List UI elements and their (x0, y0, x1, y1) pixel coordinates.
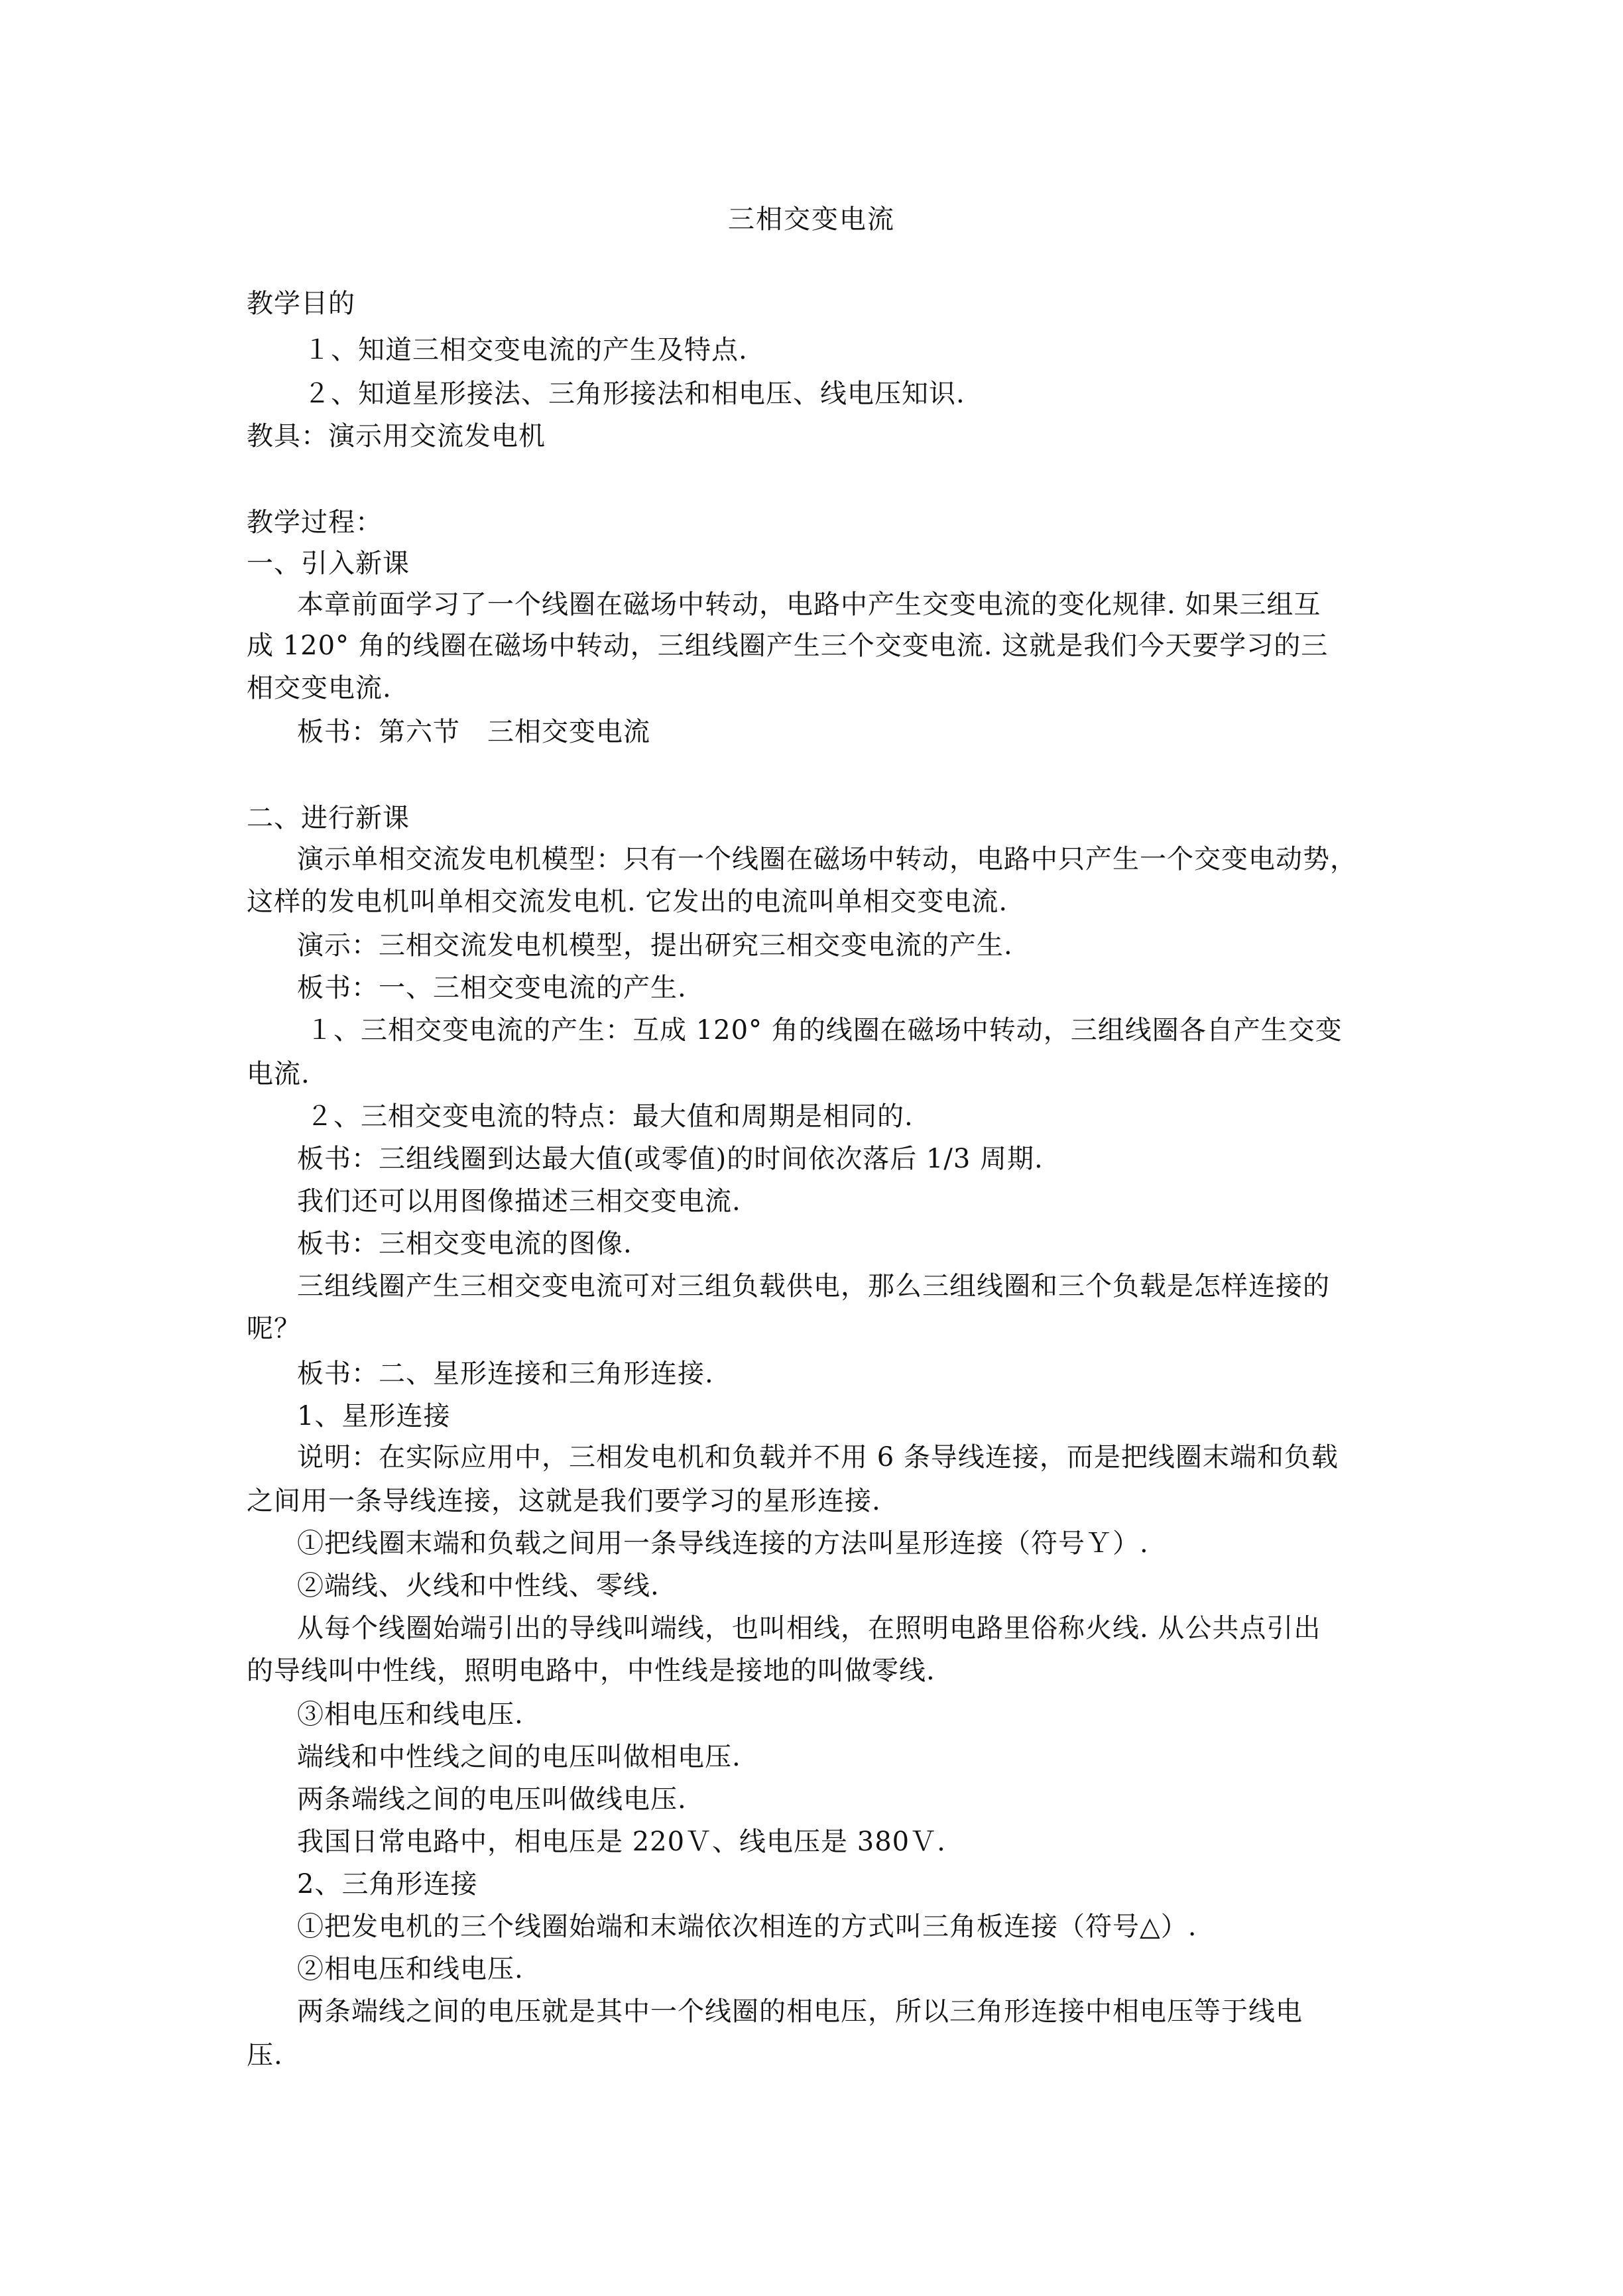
goal-item-2: ２、知道星形接法、三角形接法和相电压、线电压知识. (304, 379, 965, 409)
paragraph-line: 我国日常电路中，相电压是 220Ｖ、线电压是 380Ｖ. (297, 1827, 946, 1857)
paragraph-line: １、三相交变电流的产生：互成 120° 角的线圈在磁场中转动，三组线圈各自产生交变 (306, 1015, 1343, 1046)
subsection-heading-delta: 2、三角形连接 (297, 1869, 478, 1900)
paragraph-line: 本章前面学习了一个线圈在磁场中转动，电路中产生交变电流的变化规律. 如果三组互 (297, 589, 1321, 620)
paragraph-line: ②端线、火线和中性线、零线. (297, 1571, 660, 1601)
paragraph-line: 演示：三相交流发电机模型，提出研究三相交变电流的产生. (297, 930, 1013, 961)
heading-teaching-goals: 教学目的 (247, 288, 355, 319)
paragraph-line: 呢？ (247, 1313, 301, 1344)
paragraph-line: ②相电压和线电压. (297, 1954, 524, 1984)
paragraph-line: ③相电压和线电压. (297, 1699, 524, 1730)
paragraph-line: ①把线圈末端和负载之间用一条导线连接的方法叫星形连接（符号Ｙ）. (297, 1528, 1149, 1559)
paragraph-line: 两条端线之间的电压就是其中一个线圈的相电压，所以三角形连接中相电压等于线电 (297, 1996, 1303, 2027)
paragraph-line: 相交变电流. (247, 673, 392, 703)
board-note: 板书：三相交变电流的图像. (297, 1229, 632, 1259)
paragraph-line: 说明：在实际应用中，三相发电机和负载并不用 6 条导线连接，而是把线圈末端和负载 (297, 1442, 1339, 1473)
paragraph-line: 这样的发电机叫单相交流发电机. 它发出的电流叫单相交变电流. (247, 886, 1008, 917)
board-note: 板书：一、三相交变电流的产生. (297, 973, 687, 1003)
paragraph-line: 端线和中性线之间的电压叫做相电压. (297, 1742, 741, 1772)
paragraph-line: 从每个线圈始端引出的导线叫端线，也叫相线，在照明电路里俗称火线. 从公共点引出 (297, 1613, 1321, 1644)
subsection-heading-star: 1、星形连接 (297, 1401, 451, 1431)
paragraph-line: 我们还可以用图像描述三相交变电流. (297, 1186, 741, 1217)
board-note: 板书：二、星形连接和三角形连接. (297, 1359, 714, 1389)
paragraph-line: 两条端线之间的电压叫做线电压. (297, 1784, 687, 1815)
section-heading-introduction: 一、引入新课 (247, 548, 410, 579)
section-heading-new-lesson: 二、进行新课 (247, 803, 410, 833)
teaching-aids: 教具：演示用交流发电机 (247, 421, 546, 452)
paragraph-line: 的导线叫中性线，照明电路中，中性线是接地的叫做零线. (247, 1656, 935, 1686)
paragraph-line: 压. (247, 2040, 283, 2071)
goal-item-1: １、知道三相交变电流的产生及特点. (304, 335, 748, 365)
board-note: 板书：三组线圈到达最大值(或零值)的时间依次落后 1/3 周期. (297, 1144, 1044, 1174)
paragraph-line: 三组线圈产生三相交变电流可对三组负载供电，那么三组线圈和三个负载是怎样连接的 (297, 1271, 1330, 1301)
paragraph-line: 之间用一条导线连接，这就是我们要学习的星形连接. (247, 1486, 881, 1516)
paragraph-line: 成 120° 角的线圈在磁场中转动，三组线圈产生三个交变电流. 这就是我们今天要学习的三 (247, 631, 1329, 661)
paragraph-line: 演示单相交流发电机模型：只有一个线圈在磁场中转动，电路中只产生一个交变电动势， (297, 844, 1357, 875)
document-title: 三相交变电流 (728, 204, 895, 235)
board-note: 板书：第六节 三相交变电流 (297, 717, 650, 747)
paragraph-line: ①把发电机的三个线圈始端和末端依次相连的方式叫三角板连接（符号△）. (297, 1911, 1197, 1942)
paragraph-line: ２、三相交变电流的特点：最大值和周期是相同的. (306, 1101, 914, 1132)
heading-teaching-process: 教学过程： (247, 507, 383, 538)
paragraph-line: 电流. (247, 1059, 310, 1089)
